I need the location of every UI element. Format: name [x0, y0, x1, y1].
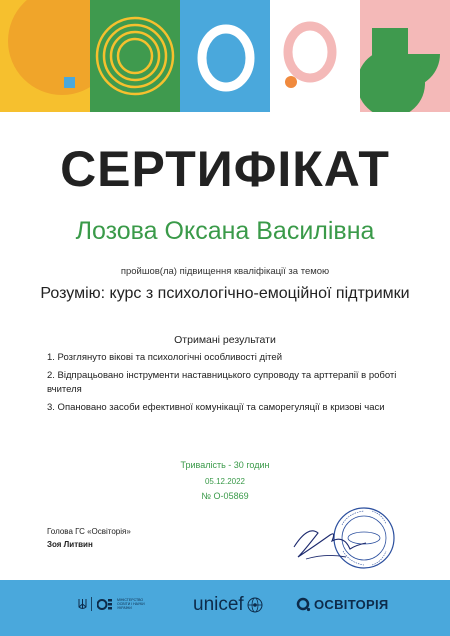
- unicef-logo: [193, 594, 263, 616]
- white-ring-icon: [180, 0, 270, 112]
- unicef-globe-icon: [247, 597, 263, 613]
- osvitoria-logo-icon: [296, 597, 311, 612]
- moe-logo-icon: [97, 598, 113, 611]
- list-item: 1. Розглянуто вікові та психологічні особливості дітей: [47, 352, 283, 363]
- trident-icon: [78, 598, 87, 611]
- signer-name: Зоя Литвин: [47, 540, 93, 549]
- certificate-title: СЕРТИФІКАТ: [60, 141, 390, 197]
- osvitoria-text: ОСВІТОРІЯ: [314, 597, 389, 612]
- issue-date: 05.12.2022: [204, 477, 246, 486]
- banner-tile-yellow: [0, 0, 90, 112]
- certificate-number: № О-05869: [201, 491, 249, 501]
- results-list: [47, 351, 409, 419]
- divider-icon: [91, 597, 93, 611]
- banner-tile-pink: [360, 0, 450, 112]
- osvitoria-logo: [296, 597, 389, 612]
- unicef-text: unicef: [193, 594, 244, 615]
- results-heading: Отримані результати: [174, 334, 276, 346]
- moe-text: МІНІСТЕРСТВО ОСВІТИ І НАУКИ УКРАЇНИ: [117, 598, 145, 610]
- course-title: Розумію: курс з психологічно-емоційної підтримки: [40, 285, 410, 302]
- banner-tile-green: [90, 0, 180, 112]
- duration-text: Тривалість - 30 годин: [180, 460, 270, 470]
- yellow-circle-icon: [0, 0, 90, 112]
- seal-stamp-icon: [286, 505, 398, 575]
- signer-role: Голова ГС «Освіторія»: [47, 527, 131, 536]
- top-banner: [0, 0, 450, 112]
- footer-bar: [0, 580, 450, 636]
- list-item: 2. Відпрацьовано інструменти наставницького супроводу та арттерапії в роботі вчителя: [47, 370, 397, 395]
- list-item: 3. Опановано засоби ефективної комунікації та саморегуляції в кризові часи: [47, 402, 385, 413]
- banner-tile-white: [270, 0, 360, 112]
- moe-logo: [78, 597, 153, 611]
- green-quarter-circle-icon: [360, 0, 450, 112]
- recipient-name: Лозова Оксана Василівна: [75, 217, 375, 245]
- intro-text: пройшов(ла) підвищення кваліфікації за темою: [120, 266, 330, 277]
- pink-ring-icon: [270, 0, 360, 112]
- concentric-rings-icon: [90, 0, 180, 112]
- banner-tile-blue: [180, 0, 270, 112]
